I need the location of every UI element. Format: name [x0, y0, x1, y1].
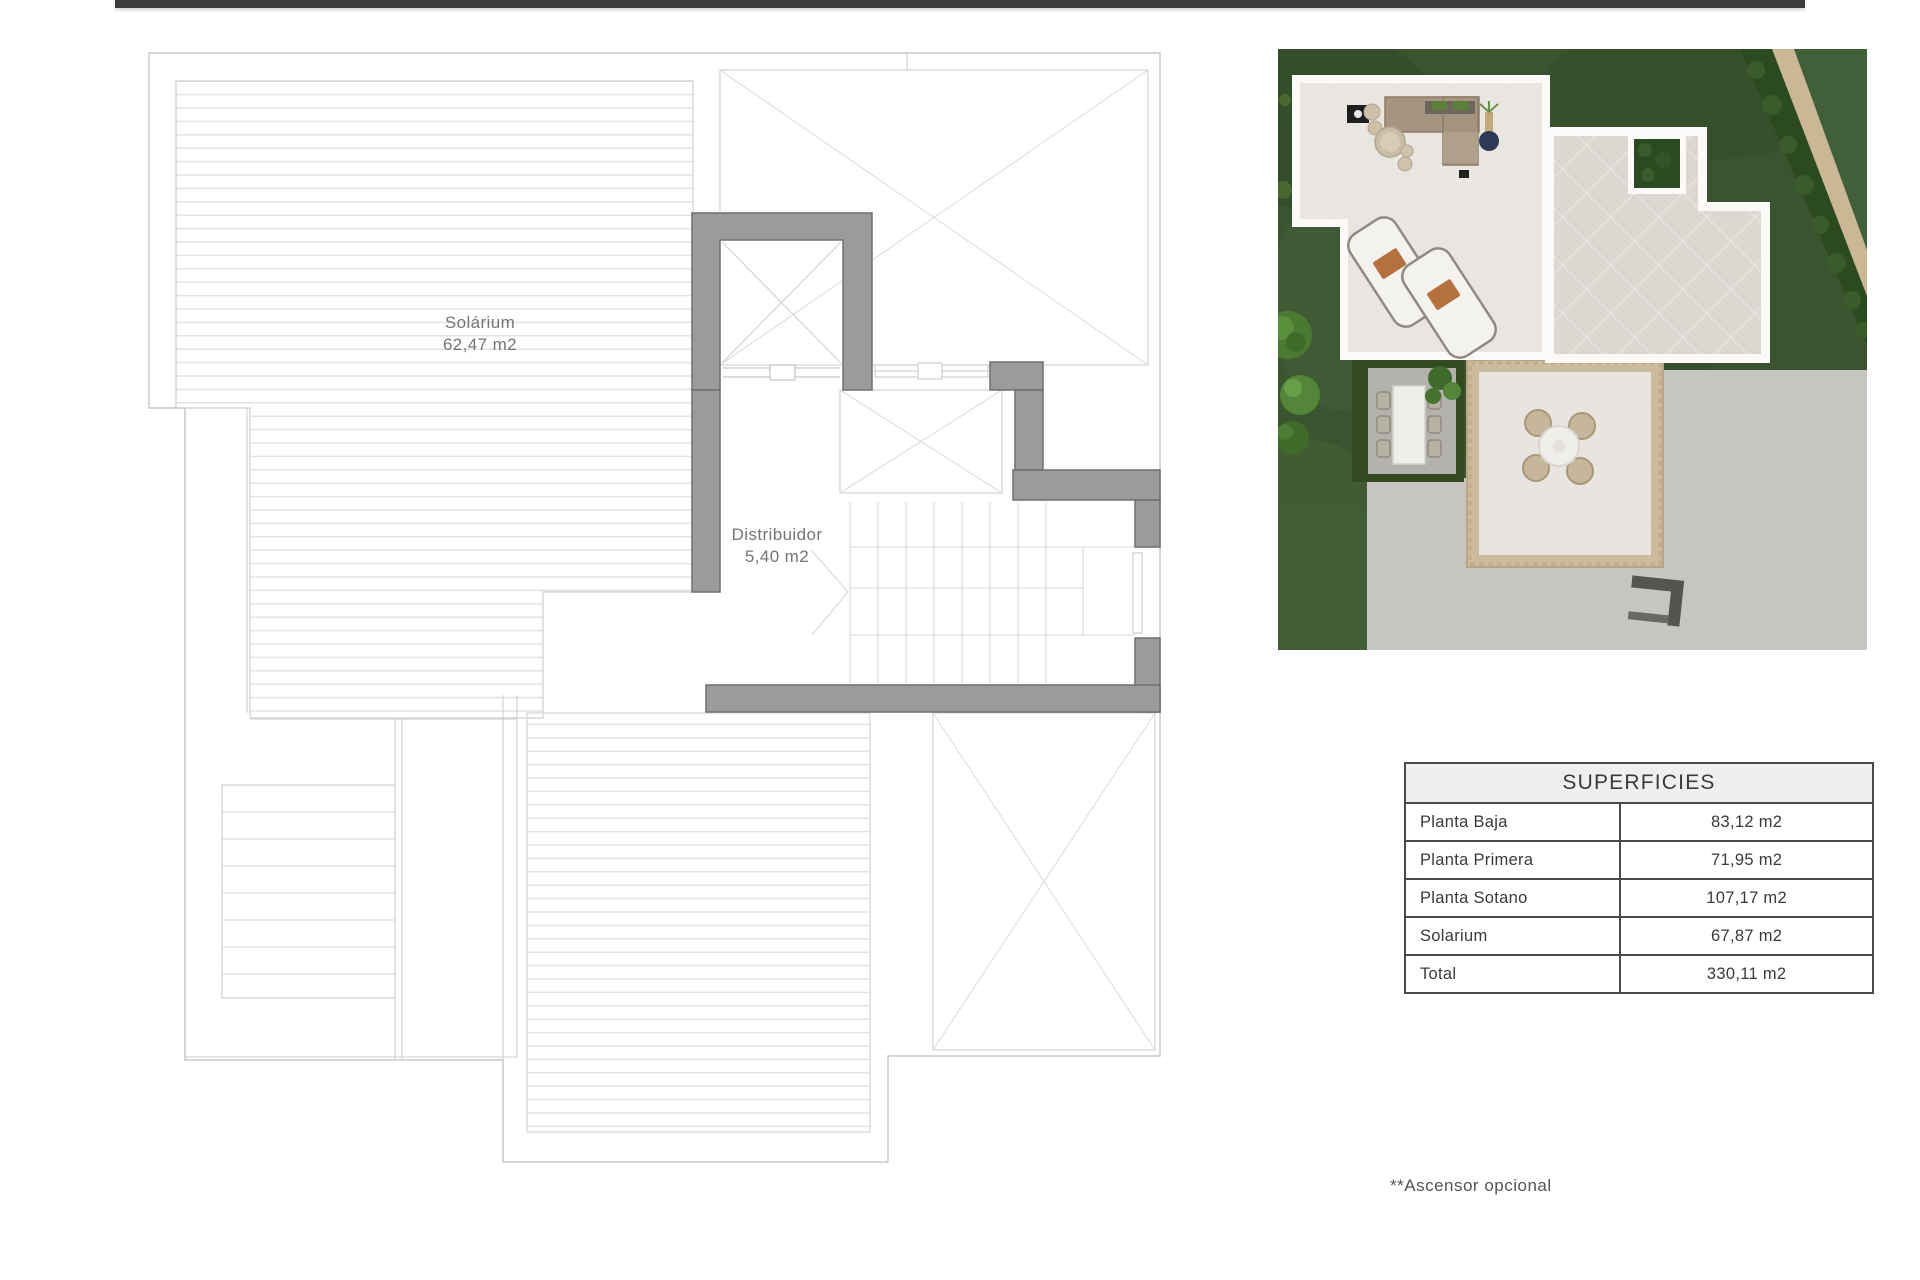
table-title: SUPERFICIES	[1405, 763, 1873, 803]
stair-grid	[812, 502, 1135, 683]
roof-x-rectangle-bottom	[933, 713, 1155, 1050]
elevator-interior	[722, 242, 841, 380]
row-label: Solarium	[1405, 917, 1620, 955]
table-row	[1405, 841, 1873, 879]
stair-block-bottom-left	[222, 785, 395, 998]
row-value: 107,17 m2	[1620, 879, 1873, 917]
green-cushion	[1453, 101, 1468, 110]
row-value: 71,95 m2	[1620, 841, 1873, 879]
dining-deck	[1352, 360, 1464, 482]
elevator-footnote: **Ascensor opcional	[1390, 1176, 1552, 1195]
table-row	[1405, 955, 1873, 993]
distribuidor-room-label	[697, 524, 857, 568]
room-name: Distribuidor	[731, 525, 823, 544]
gray-walls	[692, 213, 1160, 712]
room-area: 5,40 m2	[744, 547, 810, 566]
rect-dining-table	[1393, 386, 1425, 464]
row-value: 67,87 m2	[1620, 917, 1873, 955]
green-cushion	[1432, 101, 1447, 110]
floor-plan-drawing	[149, 53, 1160, 1162]
solarium-room-label	[400, 312, 560, 356]
table-header-row	[1405, 763, 1873, 803]
room-area: 62,47 m2	[442, 335, 518, 354]
row-label: Planta Baja	[1405, 803, 1620, 841]
round-table-terrace	[1467, 360, 1663, 567]
aerial-photo	[1200, 20, 1872, 680]
row-value: 83,12 m2	[1620, 803, 1873, 841]
row-label: Planta Primera	[1405, 841, 1620, 879]
row-label: Total	[1405, 955, 1620, 993]
table-row	[1405, 917, 1873, 955]
superficies-table	[1404, 762, 1874, 994]
table-row	[1405, 879, 1873, 917]
table-row	[1405, 803, 1873, 841]
row-value: 330,11 m2	[1620, 955, 1873, 993]
row-label: Planta Sotano	[1405, 879, 1620, 917]
pouf	[1364, 104, 1380, 120]
skylight-x-rectangle	[840, 390, 1002, 493]
room-name: Solárium	[444, 313, 516, 332]
small-black-item	[1459, 170, 1469, 178]
